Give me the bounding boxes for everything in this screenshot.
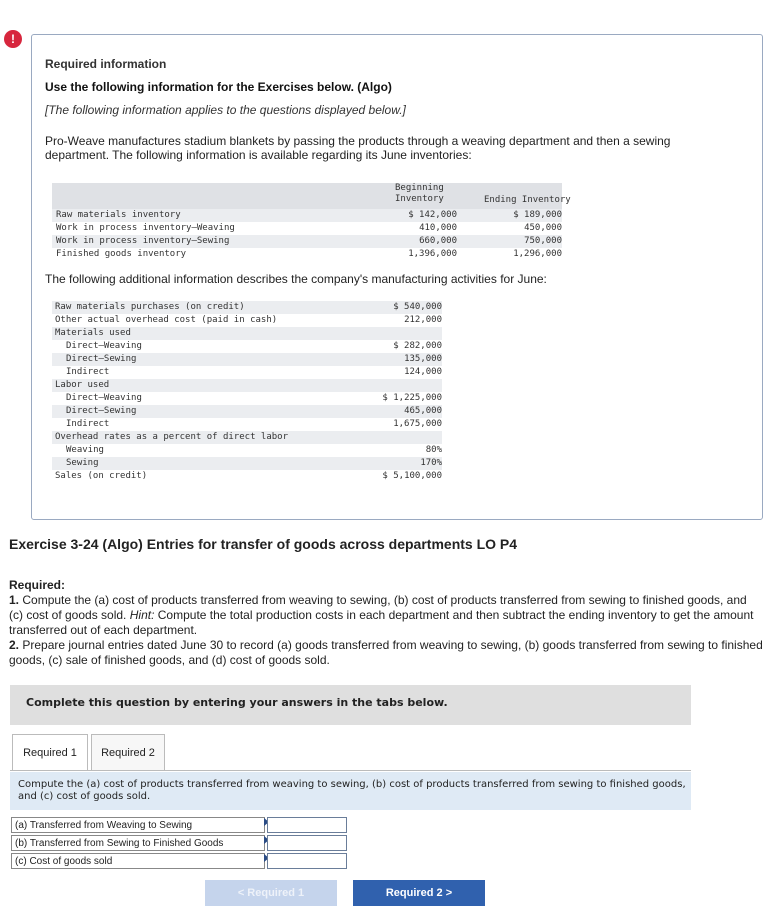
- activity-row-label: Indirect: [66, 367, 110, 377]
- inventory-table-header: [52, 183, 571, 209]
- inventory-row-beginning: 1,396,000: [408, 249, 457, 259]
- required-2: [9, 638, 764, 668]
- activity-row-label: Overhead rates as a percent of direct labor: [55, 432, 288, 442]
- activity-row: [52, 379, 442, 392]
- activity-row-label: Labor used: [55, 380, 110, 390]
- info-title: Required information: [45, 57, 167, 71]
- activity-row: [52, 301, 442, 314]
- activity-row: [52, 314, 442, 327]
- activity-table: [52, 301, 442, 483]
- activity-row-value: $ 1,225,000: [382, 393, 442, 403]
- inventory-row-ending: $ 189,000: [513, 210, 562, 220]
- answer-label-b: (b) Transferred from Sewing to Finished Goods: [11, 835, 265, 851]
- tab-required-1[interactable]: Required 1: [12, 734, 88, 771]
- activity-row-value: 170%: [420, 458, 442, 468]
- activity-row-label: Direct—Weaving: [66, 393, 142, 403]
- activity-row-value: $ 540,000: [393, 302, 442, 312]
- tab-instruction-bar: [10, 772, 691, 810]
- activity-row-label: Weaving: [66, 445, 104, 455]
- inventory-row: [52, 235, 562, 248]
- answer-label-c: (c) Cost of goods sold: [11, 853, 265, 869]
- inventory-row-label: Work in process inventory—Weaving: [56, 223, 235, 233]
- required-2-text: Prepare journal entries dated June 30 to record (a) goods transferred from weaving to sewing, (b) goods transferred from sewing to finished goods, (c) sale of finished goods, and (d) cost of goods sold.: [9, 638, 763, 667]
- activity-row: [52, 353, 442, 366]
- inventory-row-beginning: 660,000: [419, 236, 457, 246]
- inventory-row-label: Raw materials inventory: [56, 210, 181, 220]
- answer-label-a: (a) Transferred from Weaving to Sewing: [11, 817, 265, 833]
- activity-row: [52, 431, 442, 444]
- activity-row: [52, 366, 442, 379]
- activity-row-label: Materials used: [55, 328, 131, 338]
- activity-row: [52, 405, 442, 418]
- inventory-row-ending: 1,296,000: [513, 249, 562, 259]
- activity-row: [52, 392, 442, 405]
- info-subtitle: Use the following information for the Exercises below. (Algo): [45, 80, 392, 94]
- answer-row-b: [11, 835, 347, 852]
- activity-row-value: 135,000: [404, 354, 442, 364]
- activity-row-label: Direct—Sewing: [66, 406, 137, 416]
- exercise-title: Exercise 3-24 (Algo) Entries for transfer of goods across departments LO P4: [9, 536, 518, 552]
- inventory-row: [52, 209, 562, 222]
- required-text: [9, 593, 764, 668]
- inventory-table: [52, 183, 571, 261]
- required-1-hint-label: Hint:: [129, 608, 155, 622]
- activity-row-value: $ 5,100,000: [382, 471, 442, 481]
- required-1: [9, 593, 764, 638]
- activity-row-label: Other actual overhead cost (paid in cash): [55, 315, 278, 325]
- next-required-2-button[interactable]: Required 2 >: [353, 880, 485, 906]
- inventory-row-ending: 450,000: [524, 223, 562, 233]
- required-1-hint: Compute the total production costs in each department and then subtract the ending inventory to get the amount transferred out of each department.: [9, 608, 754, 637]
- beginning-inventory-header: Beginning Inventory: [395, 183, 444, 204]
- activity-row-label: Sales (on credit): [55, 471, 148, 481]
- activity-row-label: Indirect: [66, 419, 110, 429]
- info-description-2: The following additional information describes the company's manufacturing activities for June:: [45, 272, 547, 286]
- complete-prompt: Complete this question by entering your answers in the tabs below.: [26, 696, 448, 709]
- inventory-row-beginning: $ 142,000: [408, 210, 457, 220]
- activity-row: [52, 470, 442, 483]
- activity-row: [52, 327, 442, 340]
- required-2-number: 2.: [9, 638, 20, 652]
- activity-row-value: 465,000: [404, 406, 442, 416]
- info-note: [The following information applies to the questions displayed below.]: [45, 103, 406, 117]
- inventory-row-label: Work in process inventory—Sewing: [56, 236, 230, 246]
- tab-instruction: Compute the (a) cost of products transferred from weaving to sewing, (b) cost of products transferred from sewing to finished goods, and (c) cost of goods sold.: [18, 779, 686, 802]
- inventory-row-beginning: 410,000: [419, 223, 457, 233]
- inventory-row-ending: 750,000: [524, 236, 562, 246]
- activity-row: [52, 457, 442, 470]
- activity-row-value: $ 282,000: [393, 341, 442, 351]
- activity-row-value: 212,000: [404, 315, 442, 325]
- activity-row-label: Direct—Weaving: [66, 341, 142, 351]
- activity-row-label: Direct—Sewing: [66, 354, 137, 364]
- inventory-row: [52, 248, 562, 261]
- answer-row-c: [11, 853, 347, 870]
- required-information-panel: [31, 34, 763, 520]
- activity-row-value: 1,675,000: [393, 419, 442, 429]
- answer-input-b[interactable]: [267, 835, 347, 851]
- complete-prompt-bar: [10, 685, 691, 725]
- alert-icon: !: [4, 30, 22, 48]
- info-description: Pro-Weave manufactures stadium blankets by passing the products through a weaving department and then a sewing department. The following information is available regarding its June inventories:: [45, 134, 671, 162]
- inventory-row-label: Finished goods inventory: [56, 249, 187, 259]
- activity-row: [52, 418, 442, 431]
- prev-required-1-button[interactable]: < Required 1: [205, 880, 337, 906]
- activity-row-label: Sewing: [66, 458, 99, 468]
- activity-row-label: Raw materials purchases (on credit): [55, 302, 245, 312]
- tab-required-2[interactable]: Required 2: [91, 734, 165, 771]
- answer-input-c[interactable]: [267, 853, 347, 869]
- answer-input-a[interactable]: [267, 817, 347, 833]
- activity-row: [52, 340, 442, 353]
- required-1-text: Compute the (a) cost of products transferred from weaving to sewing, (b) cost of products transferred from sewing to finished goods, and (c) cost of goods sold.: [9, 593, 747, 622]
- required-1-number: 1.: [9, 593, 20, 607]
- tab-divider: [10, 770, 691, 771]
- activity-row-value: 80%: [425, 445, 442, 455]
- ending-inventory-header: Ending Inventory: [484, 195, 571, 205]
- inventory-row: [52, 222, 562, 235]
- activity-row-value: 124,000: [404, 367, 442, 377]
- activity-row: [52, 444, 442, 457]
- required-label: Required:: [9, 578, 66, 592]
- answer-row-a: [11, 817, 347, 834]
